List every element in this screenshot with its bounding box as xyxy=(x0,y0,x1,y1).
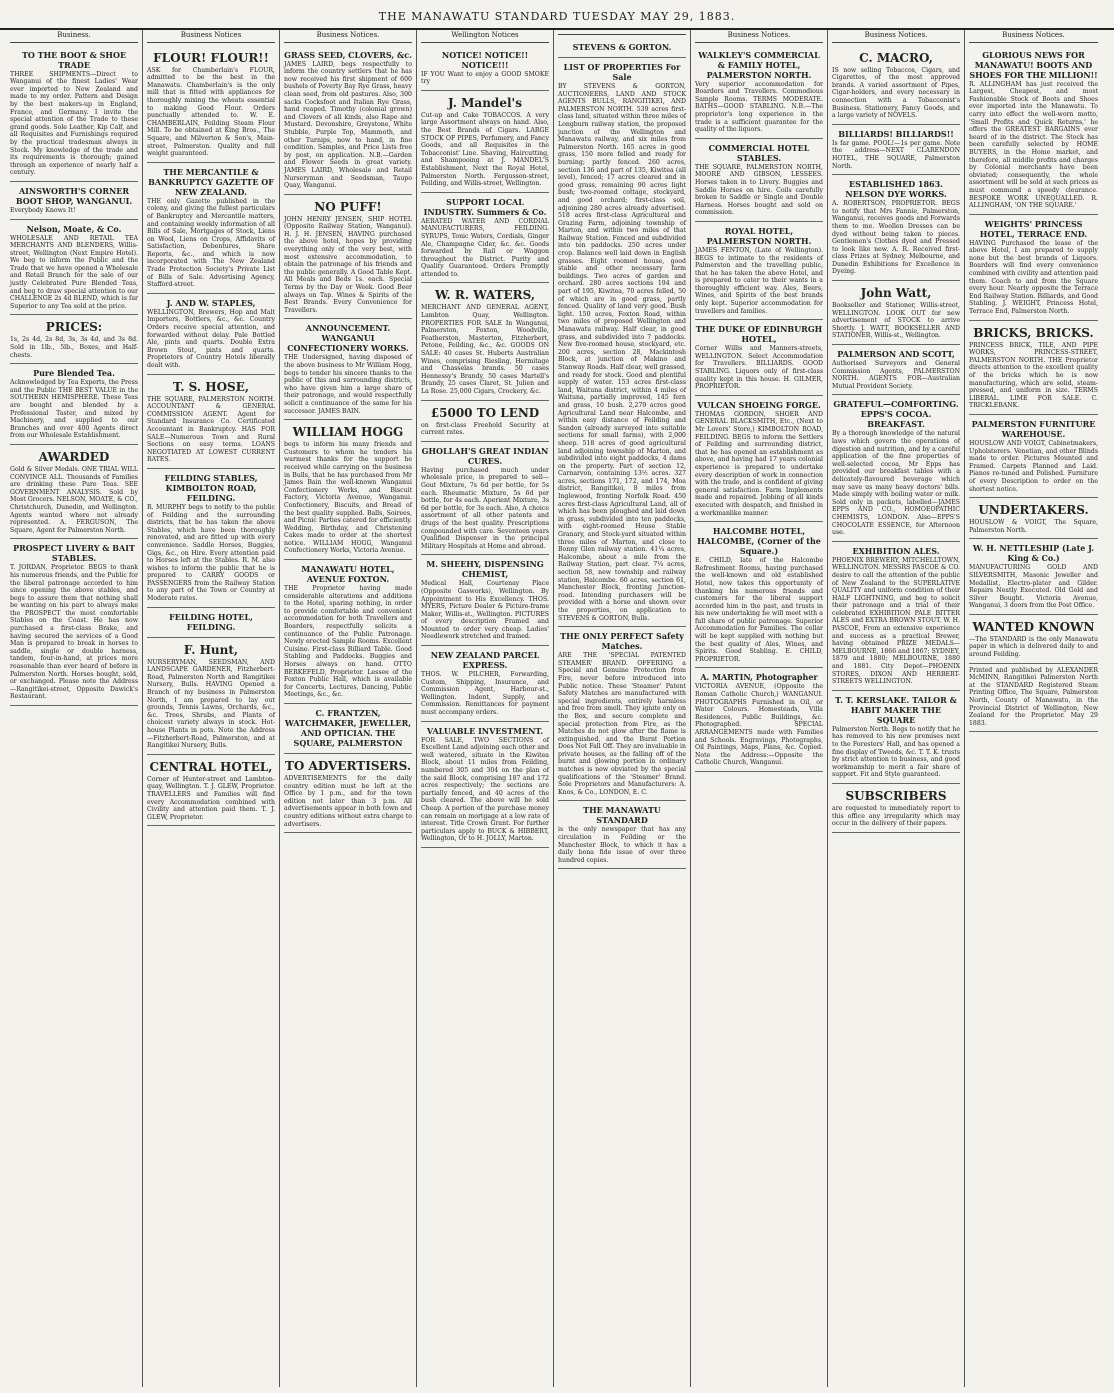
ad-headline: M. SHEEHY, DISPENSING CHEMIST, xyxy=(426,559,544,580)
advertisement xyxy=(421,46,549,91)
ad-body: Corner of Hunter-street and Lambton-quay, Wellington. T. J. GLEW, Proprietor. TRAVELLERS and Families will find every Accommodation combined with Civility and attention paid them. T. J. GLEW, Proprietor. xyxy=(147,775,275,821)
ad-headline: J. AND W. STAPLES, xyxy=(166,297,256,308)
ad-headline: C. FRANTZEN, WATCHMAKER, JEWELLER, AND OPTICIAN. THE SQUARE, PALMERSTON xyxy=(284,707,412,748)
advertisement xyxy=(147,755,275,827)
ad-headline: COMMERCIAL HOTEL STABLES. xyxy=(708,142,810,163)
column-5 xyxy=(554,30,691,1387)
ad-body: ASK for Chamberlain's FLOUR, admitted to be the best in the Manawatu. Chamberlain's is the only mill that is fitted with appliances for thoroughly mixing the wheats essential to making Good Flour. Orders punctually attended to. W. E. CHAMBERLAIN, Feilding Steam Flour Mill. To be obtained at King Bros., The Square, and Milverton & Son's, Main-street, Palmerston. Quality and full weight guaranteed. xyxy=(147,66,275,158)
ad-headline: J. Mandel's xyxy=(448,95,522,110)
ad-body: Palmerston North. Begs to notify that he has removed to his new premises next to the Foresters' Hall, and has opened a fine display of Tweeds, &c. T. T. K. trusts by strict attention to business, and good workmanship to merit a fair share of support. Fit and Style guaranteed. xyxy=(832,725,960,779)
advertisement xyxy=(421,555,549,646)
ad-headline: John Watt, xyxy=(860,286,932,301)
column-header: Business Notices. xyxy=(832,32,960,43)
ad-body: FOR SALE, TWO SECTIONS of Excellent Land adjoining each other and well watered, situate in the Kiwitea Block, about 11 miles from Feilding, numbered 305 and 304 on the plan of the said Block, comprising 187 and 172 acres respectively; the sections are partially fenced, and 40 acres of the bush cleared. The above will be sold Cheap. A portion of the purchase money can remain on mortgage at a low rate of interest. Title Crown Grant. For further particulars apply to BUCK & HIBBERT, Wellington, Or to H. JOLLY, Marton. xyxy=(421,736,549,843)
ad-headline: TO THE BOOT & SHOE TRADE xyxy=(21,49,127,70)
column-8 xyxy=(965,30,1102,1387)
ad-body: NURSERYMAN, SEEDSMAN, AND LANDSCAPE GARDENER, Fitzherbert-Road, Palmerston North and Rangitikei Nursery, Bulls. HAVING Opened a Branch of my business in Palmerston North, I am prepared to lay out grounds, Tennis Lawns, Orchards, &c., &c. Trees, Shrubs, and Plants of choicest variety always in stock. Hot-house Plants in pots. Note the Address—Fitzherbert-Road, Palmerston, and at Rangitikei Nursery, Bulls. xyxy=(147,658,275,750)
advertisement xyxy=(10,220,138,316)
column-7 xyxy=(828,30,965,1387)
advertisement xyxy=(284,754,412,833)
advertisement xyxy=(421,722,549,848)
advertisement xyxy=(832,46,960,125)
advertisement xyxy=(832,784,960,833)
advertisement xyxy=(10,539,138,706)
ad-body: Very superior accommodation for Boarders and Travellers. Commodious Sample Rooms. TERMS MODERATE. BATHS—GOOD STABLING. N.B.—The proprietor's long experience in the trade is a sufficient guarantee for the quality of the liquors. xyxy=(695,80,823,134)
advertisement xyxy=(284,704,412,754)
ad-body: THE only Gazette published in the colony, and giving the fullest particulars of Bankruptcy and Mercantile matters, and containing weekly information of all Bills of Sale, Mortgages of Stock, Liens on Wool, Liens on Crops, Affidavits of Satisfaction, Debentures, Share Reports, &c., and which is now incorporated with The New Zealand Trade Protection Society's Private List of Bills of Sale. Advertising Agency, Stafford-street. xyxy=(147,197,275,289)
ad-headline: EXHIBITION ALES. xyxy=(852,545,940,556)
ad-body: are requested to immediately report to this office any irregularity which may occur in the delivery of their papers. xyxy=(832,804,960,828)
column-header: Business. xyxy=(10,32,138,43)
advertisement xyxy=(832,175,960,281)
ad-headline: FEILDING HOTEL, FEILDING. xyxy=(169,611,253,632)
advertisement xyxy=(558,627,686,801)
ad-headline: GLORIOUS NEWS FOR MANAWATU! BOOTS AND SHOES FOR THE MILLION!! xyxy=(969,49,1098,80)
ad-body: A. ROBERTSON, PROPRIETOR. BEGS to notify that Mrs Fannie, Palmerston, Wanganui, receives goods and Forwards them to me. Woollen Dresses can be dyed without being taken to pieces. Gentlemen's Clothes dyed and Pressed to look like new. A. R. Received first-class Prizes at Sydney, Melbourne, and Dunedin Exhibitions for Excellence in Dyeing. xyxy=(832,200,960,276)
ad-headline: AINSWORTH'S CORNER BOOT SHOP, WANGANUI. xyxy=(15,185,133,206)
ad-body: BY STEVENS & GORTON, AUCTIONEERS, LAND AND STOCK AGENTS BULLS, RANGITIKEI, AND PALMERSTON NORTH. 539 acres first-class land, situated within three miles of Longburn railway station, the proposed junction of the Wellington and Manawatu railway, and six miles from Palmerston North. 165 acres in good grass, 150 more felled and ready for burning; partly fenced. 260 acres, section 136 and part of 135, Kiwitea (all level), fenced; 17 acres cleared and in good grass, remaining 90 acres light bush; two-roomed cottage, stockyard, and good orchard; first-class soil, adjoining 280 acres already advertised. 518 acres first-class Agricultural and Grazing Farm, adjoining township of Marton, and within two miles of that Railway Station. Fenced and subdivided into ten paddocks. 250 acres under crop. Balance well laid down in English grasses. Eight roomed house, good stable and other necessary farm buildings. Two acres of garden and orchard. 280 acres sections 194 and part of 195, Kiwitea, 70 acres felled, 50 of which are in good grass, partly fenced. Quality of land very good. Bush light. 150 acres, Foxton Road, within two miles of proposed Wellington and Manawatu railway. Half clear, in good grass, and subdivided into 7 paddocks. New five-roomed house, stockyard, etc. 200 acres, section 28, Mackintosh Block, at junction of Makino and Stanway Roads. Half clear, well grassed, and ready for stock. Good and plentiful supply of water. 153 acres first-class land, Waituna district, within 4 miles of Waituna, partially improved, 145 fern and grass, 10 bush. 2,279 acres good Agricultural Land near Halcombe, and within easy distance of Feilding and Sandon (already surveyed into suitable sections for small farms), with 2,000 sheep. 518 acres of good agricultural land adjoining township of Marton, and subdivided into eight paddocks, 4 dams on the property. Part of section 12, Carnarvon, containing 13½ acres. 327 acres, sections 171, 172, and 174, Moa district, Rangitikei, 8 miles from Inglewood, fronting Norfolk Road. 450 acres first-class Agricultural Land, all of which has been ploughed and laid down in grass, subdivided into ten paddocks, with eight-roomed House Stable Granary, and Stock-yard situated within three miles of Marton, and close to Bonny Glen railway station. 41¼ acres, Halcombe, about a mile from the Railway Station, part clear. 7¼ acres, section 58, new township and railway station, Halcombe. 60 acres, section 61, Manchester Block, fronting Junction-road. Intending purchasers will be provided with a horse and shown over the properties, on application to STEVENS & GORTON, Bulls. xyxy=(558,83,686,622)
ad-headline: FLOUR! FLOUR!! xyxy=(153,50,269,65)
advertisement xyxy=(695,396,823,522)
advertisement xyxy=(558,38,686,58)
column-header: Wellington Notices xyxy=(421,32,549,43)
ad-body: JAMES LAIRD, begs respectfully to inform the country settlers that he has now received his first shipment of 600 bushels of Poverty Bay Rye Grass, heavy clean seed, from old pastures. Also, 300 sacks Cocksfoot and Italian Rye Grass, hand reaped. Timothy (colonial grown) and Clovers of all kinds, also Rape and Mustard. Devonshire, Greystone, White Stubble, Purple Top, Mammoth, and other Turnips, now to hand, in fine condition. Samples, and Price Lists free by post, on application. N.B.—Garden and Flower Seeds in great variety. JAMES LAIRD, Wholesale and Retail Nurseryman and Seedsman, Taupo Quay, Wanganui. xyxy=(284,60,412,190)
ad-body: T. JORDAN, Proprietor. BEGS to thank his numerous friends, and the Public for the liberal patronage accorded to him since opening the above stables, and begs to assure them that nothing shall be wanting on his part to always make the PROSPECT the most comfortable Stables on the Coast. He has now purchased a first-class Brake, and having secured the services of a Good Man is prepared to break in horses to saddle, single or double harness, tandem, four-in-hand, at prices more reasonable than ever heard of before in Palmerston North. Horses bought, sold, or exchanged. Please note the Address—Rangitikei-street, Opposite Dawick's Restaurant. xyxy=(10,564,138,701)
column-3 xyxy=(280,30,417,1387)
ad-body: 1s, 2s 4d, 2s 8d, 3s, 3s 4d, and 3s 8d. Sold in 1lb., 5lb., Boxes, and Half-chests. xyxy=(10,336,138,359)
column-1 xyxy=(6,30,143,1387)
ad-body: IF YOU Want to enjoy a GOOD SMOKE try xyxy=(421,70,549,86)
ad-body: THOS. W. PILCHER, Forwarding, Custom, Shipping, Insurance, and Commission Agent, Harbour-st., Wellington. Indent, Supply, and Commission. Remittances for payment must accompany orders. xyxy=(421,671,549,717)
ad-headline: PROSPECT LIVERY & BAIT STABLES. xyxy=(13,543,135,564)
ad-headline: WANTED KNOWN xyxy=(972,619,1095,634)
advertisement xyxy=(10,364,138,445)
ad-headline: PRICES: xyxy=(45,320,103,335)
advertisement xyxy=(832,125,960,175)
advertisement xyxy=(10,315,138,364)
ad-headline: WILLIAM HOGG xyxy=(292,425,404,440)
ad-body: Acknowledged by Tea Experts, the Press and the Public THE BEST VALUE in the SOUTHERN HEMISPHERE. These Teas are bought and blended by a Professional Taster, and mixed by Machinery, and supplied to our Branches and over 400 Agents direct from our Wholesale Establishment. xyxy=(10,379,138,440)
ad-headline: WALKLEY'S COMMERCIAL & FAMILY HOTEL, PALMERSTON NORTH. xyxy=(698,49,820,80)
advertisement xyxy=(695,139,823,222)
advertisement xyxy=(10,445,138,539)
column-4 xyxy=(417,30,554,1387)
advertisement xyxy=(147,46,275,163)
advertisement xyxy=(147,469,275,608)
ad-headline: TO ADVERTISERS. xyxy=(284,758,412,773)
ad-body: WHOLESALE AND RETAIL TEA MERCHANTS AND BLENDERS, Willis-street, Wellington (Next Empire Hotel). We beg to inform the Public and the Trade that we have opened a Wholesale and Retail Branch for the sale of our justly Celebrated Pure Blended Teas, and beg to draw special attention to our CHALLENGE 2s 4d BLEND, which is far Superior to any Tea sold at the price. xyxy=(10,234,138,310)
ad-headline: GRASS SEED, CLOVERS, &c. xyxy=(284,49,412,60)
ad-body: JAMES FENTON, (Late of Wellington). BEGS to intimate to the residents of Palmerston and the travelling public, that he has taken the above Hotel, and is prepared to cater to their wants in a thoroughly efficient way. Ales, Beers, Wines, and Spirits of the best brands only kept. Superior accommodation for travellers and families. xyxy=(695,246,823,315)
ad-body: ADVERTISEMENTS for the daily country edition must be left at the Office by 1 p.m., and for the town edition not later than 3 p.m. All advertisements appear in both town and country editions without extra charge to advertisers. xyxy=(284,774,412,828)
ad-body: THREE SHIPMENTS—Direct to Wanganui of the finest Ladies' Wear ever imported to New Zealand and made to my order. Pattern and Design by the best makers-up in England, France, and Germany. I invite the special attention of the Trade to these grand goods. Sole Leather, Kip Calf, and all Requisites and Furnishings required by the practical tradesman always in Stock. My knowledge of the trade and its requirements is thorough; gained through an experience of nearly half a century. xyxy=(10,70,138,177)
ad-headline: PALMERSTON FURNITURE WAREHOUSE. xyxy=(971,418,1096,439)
ad-headline: STEVENS & GORTON. xyxy=(572,42,672,52)
advertisement xyxy=(147,294,275,375)
ad-headline: £5000 TO LEND xyxy=(430,405,540,420)
advertisement xyxy=(969,539,1098,615)
ad-headline: WEIGHTS' PRINCESS HOTEL, TERRACE END. xyxy=(979,218,1088,239)
advertisement xyxy=(147,163,275,294)
ad-body: IS now selling Tobaccos, Cigars, and Cigarettes, of the most approved brands. A varied assortment of Pipes, Cigar-holders, and every necessary in connection with a Tobacconist's Business. Stationery, Fancy Goods, and a large variety of NOVELS. xyxy=(832,66,960,120)
advertisement xyxy=(832,542,960,691)
advertisement xyxy=(969,615,1098,664)
advertisement xyxy=(969,415,1098,498)
ad-headline: THE MERCANTILE & BANKRUPTCY GAZETTE OF NEW ZEALAND. xyxy=(148,166,274,197)
advertisement xyxy=(284,46,412,195)
advertisement xyxy=(421,283,549,400)
ad-body: Is far game. POOL!—1s per game. Note the address—NEXT CLARENDON HOTEL, THE SQUARE, Palmerston North. xyxy=(832,139,960,170)
ad-body: HAVING Purchased the lease of the above Hotel, I am prepared to supply none but the best brands of Liquors. Boarders will find every convenience combined with civility and attention paid them. Coach to and from the Square every hour. Nearly opposite the Terrace End Railway Station. Billiards, and Good Stabling. J. WEIGHT, Princess Hotel, Terrace End, Palmerston North. xyxy=(969,239,1098,316)
ad-body: Gold & Silver Medals. ONE TRIAL WILL CONVINCE ALL. Thousands of Families are drinking these Pure Teas. SEE GOVERNMENT ANALYSIS. Sold by Most Grocers. NELSON, MOATE, & CO., Christchurch, Dunedin, and Wellington. Agents wanted where not already represented. A. FERGUSON, The Square, Agent for Palmerston North. xyxy=(10,465,138,534)
advertisement xyxy=(421,193,549,284)
ad-body: —The STANDARD is the only Manawatu paper in which is delivered daily to and around Feilding. xyxy=(969,635,1098,659)
ad-headline: UNDERTAKERS. xyxy=(978,503,1089,518)
advertisement xyxy=(284,319,412,420)
ad-body: By a thorough knowledge of the natural laws which govern the operations of digestion and nutrition, and by a careful application of the fine properties of well-selected cocoa, Mr Epps has provided our breakfast tables with a delicately-flavoured beverage which may save us many heavy doctors' bills. Made simply with boiling water or milk. Sold only in packets, labelled—JAMES EPPS AND CO., HOMOEOPATHIC CHEMISTS, LONDON. Also—EPPS'S CHOCOLATE ESSENCE, for Afternoon use. xyxy=(832,430,960,537)
ad-headline: THE ONLY PERFECT Safety Matches. xyxy=(560,631,684,652)
ad-headline: MANAWATU HOTEL, AVENUE FOXTON. xyxy=(301,564,395,585)
advertisement xyxy=(558,801,686,869)
ad-body: Printed and published by ALEXANDER McMINN, Rangitikei Palmerston North at the STANDARD Registered Steam Printing Office, The Square, Palmerston North, County of Manawatu, in the Provincial District of Wellington, New Zealand for the Proprietor. May 29 1883. xyxy=(969,666,1098,727)
ad-headline: Pure Blended Tea. xyxy=(33,368,115,379)
ad-body: THE Undersigned, having disposed of the above business to Mr William Hogg, begs to tender his sincere thanks to the public of this and surrounding districts, who have given him a large share of their patronage, and would respectfully solicit a continuance of the same for his successor. JAMES BAIN. xyxy=(284,354,412,415)
advertisement xyxy=(695,46,823,139)
advertisement xyxy=(969,664,1098,733)
ad-body: PRINCESS BRICK, TILE, AND PIPE WORKS, PRINCESS-STREET, PALMERSTON NORTH. THE Proprietor directs attention to the excellent quality of the bricks which he is now manufacturing, which are solid, steam-pressed, and uniform in size. TERMS LIBERAL. LIME FOR SALE. C. TRICKLEBANK. xyxy=(969,341,1098,410)
ad-headline: SUPPORT LOCAL INDUSTRY. Summers & Co. xyxy=(423,196,547,217)
ad-body: THOMAS GORDON, SHOER AND GENERAL BLACKSMITH, Etc., (Next to Mr Lovers' Store,) KIMBOLTON ROAD, FEILDING. BEGS to inform the Settlers of Feilding and surrounding district, that he has opened an establishment as above, and having had 17 years colonial experience is prepared to undertake every description of work in connection with the trade, and is confident of giving general satisfaction. Farm Implements made and repaired. Jobbing of all kinds executed with despatch, and finished in a workmanlike manner. xyxy=(695,410,823,517)
ad-headline: NO PUFF! xyxy=(314,199,382,214)
ad-headline: FEILDING STABLES, KIMBOLTON ROAD, FEILDING. xyxy=(164,472,258,503)
ad-headline: LIST OF PROPERTIES For Sale xyxy=(563,62,681,82)
ad-body: THE SQUARE, PALMERSTON NORTH, MOORE AND GIBSON, LESSEES. Horses taken in to Livery. Buggies and Saddle Horses on hire. Coils carefully broken to Saddle or Single and Double Harness. Horses bought and sold on commission. xyxy=(695,163,823,217)
ad-body: Medical Hall, Courtenay Place (Opposite Gasworks), Wellington. By Appointment to His Excellency. THOS. MYERS, Picture Dealer & Picture-frame Maker, Willis-st., Wellington. PICTURES of every description Framed and Mounted to order very cheap. Ladies' Needlework stretched and framed. xyxy=(421,580,549,641)
ad-body: Having purchased much under wholesale price, is prepared to sell—Gout Mixture, 7s 6d per bottle, for 5s each. Rheumatic Mixture, 5s 6d per bottle, for 4s each. Aperient Mixture, 3s 6d per bottle, for 3s each. Also, A choice assortment of all other patents and drugs of the best quality. Prescriptions compounded with care. Seventeen years Qualified Dispenser in the principal Military Hospitals at Home and abroad. xyxy=(421,466,549,550)
advertisement xyxy=(147,375,275,469)
ad-headline: NOTICE! NOTICE!! NOTICE!!! xyxy=(441,49,529,70)
advertisement xyxy=(695,222,823,320)
ad-headline: AWARDED xyxy=(38,449,110,464)
advertisement xyxy=(284,420,412,560)
ad-body: Corner Willis and Manners-streets, WELLINGTON. Select Accommodation for Travellers. BILLIARDS. GOOD STABLING. Liquors only of first-class quality kept in this house. H. GILMER, PROPRIETOR. xyxy=(695,345,823,391)
ad-body: WELLINGTON, Brewers, Hop and Malt Importers, Bottlers, &c., &c. Country Orders receive special attention, and forwarded without delay. Pale Bottled Ale, pints and quarts. Double Extra Brown Stout, pints and quarts. Proprietors of Country Hotels liberally dealt with. xyxy=(147,308,275,369)
masthead: THE MANAWATU STANDARD TUESDAY MAY 29, 1883. xyxy=(0,0,1114,30)
advertisement xyxy=(558,58,686,627)
ad-body: THE SQUARE, PALMERSTON NORTH. ACCOUNTANT & GENERAL COMMISSION AGENT. Agent for Standard Insurance Co. Certificated Accountant in Bankruptcy. HAS FOR SALE—Numerous Town and Rural Sections on easy terms. LOANS NEGOTIATED AT LOWEST CURRENT RATES. xyxy=(147,395,275,464)
ad-headline: GHOLLAH'S GREAT INDIAN CURES. xyxy=(421,445,549,466)
ad-headline: THE MANAWATU STANDARD xyxy=(583,805,661,826)
ad-body: Cut-up and Cake TOBACCOS. A very large Assortment always on hand. Also, the Best Brands of Cigars. LARGE STOCK OF PIPES, Perfumery, and Fancy Goods, and all Requisites in the Tobacconist' Line. Shaving, Haircutting, and Shampooing at J. MANDEL'S Establishment, Next the Royal Hotel, Palmerston North. Fergusson-street, Feilding, and Willis-street, Wellington. xyxy=(421,111,549,188)
advertisement xyxy=(695,320,823,396)
ad-headline: Nelson, Moate, & Co. xyxy=(26,223,122,234)
advertisement xyxy=(695,522,823,668)
ad-body: ARE THE 'SPECIAL PATENTED STEAMER' BRAND. OFFERING a Special and Genuine Protection from Fire, never before introduced into Public notice. These 'Steamer' Patent Safety Matches are manufactured with special ingredients, entirely harmless and free from smell. They ignite only on the Box, and secure complete and special protection from Fire, as the Matches do not glow after the flame is extinguished, and the Burnt Portion Does Not Fall Off. They are invaluable in private houses, as the falling off of the burnt and glowing portion in ordinary matches is now obviated by the special qualifications of the 'Steamer' Brand. Sole Proprietors and Manufacturers: A. Knos, & Co., LONDON, E. C. xyxy=(558,652,686,796)
advertisement xyxy=(969,321,1098,415)
ad-headline: VULCAN SHOEING FORGE. xyxy=(697,399,821,410)
advertisement xyxy=(421,91,549,193)
ad-headline: VALUABLE INVESTMENT. xyxy=(426,725,544,736)
ad-body: begs to inform his many friends and Customers to whom he tenders his warmest thanks for the support he received while carrying on the business in Bulls, that he has purchased from Mr James Bain the well-known Wanganui Confectionery Works, and Biscuit Factory, Victoria Avenue, Wanganui. Confectionery, Biscuits, and Bread of the best quality supplied. Balls, Soirees, and Picnic Parties catered for efficiently. Wedding, Birthday, and Christening Cakes made to order at the shortest notice. WILLIAM HOGG, Wanganui Confectionery Works, Victoria Avenue. xyxy=(284,441,412,555)
advertisement xyxy=(832,281,960,345)
ad-body: HOUSLOW & VOIGT, The Square, Palmerston North. xyxy=(969,519,1098,534)
ad-headline: A. MARTIN, Photographer xyxy=(700,672,818,683)
advertisement xyxy=(284,560,412,704)
advertisement xyxy=(421,401,549,442)
column-6 xyxy=(691,30,828,1387)
advertisement xyxy=(421,646,549,722)
advertisement xyxy=(284,195,412,320)
ad-headline: T. T. KERSLAKE. TAILOR & HABIT MAKER THE SQUARE xyxy=(835,694,957,725)
ad-headline: W. H. NETTLESHIP (Late J. King & Co.) xyxy=(972,543,1095,564)
ad-body: Everybody Knows It! xyxy=(10,206,76,214)
ad-headline: HALCOMBE HOTEL, HALCOMBE, (Corner of the Square.) xyxy=(697,526,821,557)
advertisement xyxy=(421,442,549,556)
advertisement xyxy=(832,395,960,541)
column-header xyxy=(558,32,686,35)
advertisement xyxy=(832,691,960,784)
ad-body: PHOENIX BREWERY, MITCHELLTOWN, WELLINGTON. MESSRS PASCOE & CO. desire to call the attention of the public of New Zealand to the SUPERLATIVE QUALITY and uniform condition of their HALF LIGHTNING, and beg to solicit their patronage and a trial of their celebrated EXHIBITION PALE BITTER ALES and EXTRA BROWN STOUT. W. H. PASCOE, From an extensive experience and success as a practical Brewer, having obtained PRIZE MEDALS—MELBOURNE, 1866 and 1867; SYDNEY, 1879 and 1880; MELBOURNE, 1880 and 1881. City Depot—PHOENIX STORES, DIXON AND HERBERT-STREETS WELLINGTON. xyxy=(832,556,961,686)
advertisement xyxy=(147,608,275,638)
column-2 xyxy=(143,30,280,1387)
ad-body: THE Proprietor having made considerable alterations and additions to the Hotel, sparing nothing, in order to provide comfortable and convenient accommodation for both Travellers and Boarders, respectfully solicits a continuance of the Public Patronage. Newly erected Sample Rooms. Excellent Cuisine. First-class Billiard Table. Good Stabling and Paddocks. Buggies and Horses always on hand. OTTO BERKEFELD, Proprietor. Lessee of the Foxton Public Hall, which is available for Concerts, Lectures, Dancing, Public Meetings, &c., &c. xyxy=(284,585,412,699)
ad-body: Authorised Surveyors and General Commission Agents, PALMERSTON NORTH. AGENTS FOR—Australian Mutual Provident Society. xyxy=(832,360,960,390)
ad-headline: F. Hunt, xyxy=(183,642,239,657)
advertisement xyxy=(969,498,1098,539)
advertisement xyxy=(695,668,823,772)
ad-headline: CENTRAL HOTEL, xyxy=(149,759,273,774)
column-header: Business Notices. xyxy=(969,32,1098,43)
ad-headline: BILLIARDS! BILLIARDS!! xyxy=(838,128,954,139)
ad-body: on first-class Freehold Security at current rates. xyxy=(421,421,549,437)
ad-headline: ANNOUNCEMENT. WANGANUI CONFECTIONERY WORKS. xyxy=(287,323,409,354)
ad-headline: NEW ZEALAND PARCEL EXPRESS. xyxy=(430,650,540,671)
advertisement xyxy=(10,46,138,182)
ad-body: MANUFACTURING GOLD AND SILVERSMITH, Masonic Jeweller and Medallist, Electro-plater and Gilder. Repairs Neatly Executed. Old Gold and Silver Bought. Victoria Avenue, Wanganui, 3 doors from the Post Office. xyxy=(969,564,1098,610)
columns-container xyxy=(6,30,1108,1387)
advertisement xyxy=(969,46,1098,215)
ad-body: AERATED WATER AND CORDIAL MANUFACTURERS, FEILDING. SYRUPS, Tonic Waters, Cordials, Ginger Ale, Champagne Cider, &c. &c. Goods forwarded by Rail or Waggon throughout the District. Purity and Quality Guaranteed. Orders Promptly attended to. xyxy=(421,217,549,278)
ad-body: MERCHANT AND GENERAL AGENT, Lambton Quay, Wellington. PROPERTIES FOR SALE In Wanganui, Palmerston, Foxton, Woodville, Featherston, Masterton, Fitzherbert, Petone, Feilding, &c., &c. GOODS ON SALE: 40 cases St. Huberts Australian Wines, comprising Riesling, Hermitage and Chasselas brands. 50 cases Hennessy's Brandy, 50 cases Martell's Brandy, 25 cases Claret, St. Julien and La Rose. 25,000 Cigars, Crockery, &c. xyxy=(421,304,549,395)
ad-body: R. ALLINGHAM has just received the Largest, Cheapest, and most Fashionable Stock of Boots and Shoes ever imported into the Manawatu. To carry into effect the well-worn motto, 'Small Profits and Quick Returns,' he offers the GREATEST BARGAINS ever heard of in the district. The Stock has been carefully selected by HOME BUYERS, in the Home market, and therefore, all middle profits and charges by Colonial merchants have been obviated; consequently, the whole assortment will be sold at such prices as must command a speedy clearance. BESPOKE WORK UNEQUALLED. R. ALLINGHAM, 'ON THE SQUARE.' xyxy=(969,80,1098,210)
column-header: Business Notices. xyxy=(695,32,823,43)
advertisement xyxy=(10,182,138,220)
column-header: Business Notices. xyxy=(284,32,412,43)
ad-headline: BRICKS, BRICKS. xyxy=(973,325,1094,340)
ad-body: Bookseller and Stationer, Willis-street, WELLINGTON. LOOK OUT for new advertisement of STOCK to arrive Shortly. J. WATT, BOOKSELLER AND STATIONER, Willis-st., Wellington. xyxy=(832,302,960,340)
ad-headline: ESTABLISHED 1863. NELSON DYE WORKS. xyxy=(845,179,947,200)
ad-headline: T. S. HOSE, xyxy=(172,379,250,394)
ad-headline: SUBSCRIBERS xyxy=(845,788,947,803)
ad-body: HOUSLOW AND VOIGT, Cabinetmakers, Upholsterers. Venetian, and other Blinds made to order. Pictures Mounted and Framed. Carpets Planned and Laid. Pianos re-tuned and Polished. Furniture of every Description to order on the shortest notice. xyxy=(969,439,1098,493)
advertisement xyxy=(969,215,1098,321)
advertisement xyxy=(832,345,960,395)
column-header: Business Notices xyxy=(147,32,275,43)
advertisement xyxy=(147,638,275,755)
ad-headline: THE DUKE OF EDINBURGH HOTEL, xyxy=(695,324,823,345)
ad-body: R. MURPHY begs to notify to the public of Feilding and the surrounding districts, that he has taken the above Stables, which have been thoroughly renovated, and are fitted up with every convenience. Saddle Horses, Buggies, Gigs, &c., on Hire. Every attention paid to Horses left at the Stables. R. M. also wishes to inform the public that he is prepared to CARRY GOODS or PASSENGERS from the Railway Station to any part of the Town or Country at Moderate rates. xyxy=(147,503,275,603)
ad-body: JOHN HENRY JENSEN, SHIP HOTEL (Opposite Railway Station, Wanganui). H. J. H. JENSEN, HAVING purchased the above hotel, hopes by providing everything only of the very best, with most extensive accommodation, to obtain the patronage of his friends and the public generally. A Good Table Kept. All Meals and Beds 1s. each. Special Terms by the Day or Week. Good Beer always on Tap. Wines & Spirits of the Best Brands. Every Convenience for Travellers. xyxy=(284,215,412,314)
ad-headline: C. MACRO, xyxy=(859,50,933,65)
ad-body: VICTORIA AVENUE, (Opposite the Roman Catholic Church,) WANGANUI. PHOTOGRAPHS Furnished in Oil, or Water Colours. Homesteads, Villa Residences, Public Buildings, &c. Photographed. SPECIAL ARRANGEMENTS made with Families and Schools. Engravings, Photographs, Oil Paintings, Maps, Plans, &c. Copied. Note the Address:—Opposite the Catholic Church, Wanganui. xyxy=(695,683,823,767)
ad-body: E. CHILD, late of the Halcombe Refreshment Rooms, having purchased the well-known and old established Hotel, now takes this opportunity of thanking his numerous friends and customers for the liberal support accorded him in the past, and trusts in his new undertaking he will meet with a full share of public patronage. Superior Accommodation for Families. The cellar will be kept supplied with nothing but the best quality of Ales, Wines, and Spirits. Good Stabling. E. CHILD, PROPRIETOR. xyxy=(695,557,823,663)
ad-headline: W. R. WATERS, xyxy=(434,288,536,303)
ad-headline: GRATEFUL—COMFORTING. EPPS'S COCOA. BREAKFAST. xyxy=(833,399,959,430)
ad-headline: ROYAL HOTEL, PALMERSTON NORTH. xyxy=(706,225,812,246)
ad-body: is the only newspaper that has any circulation in Feilding or the Manchester Block, to which it has a daily bona fide issue of over three hundred copies. xyxy=(558,826,686,864)
ad-headline: PALMERSON AND SCOTT, xyxy=(837,349,955,360)
